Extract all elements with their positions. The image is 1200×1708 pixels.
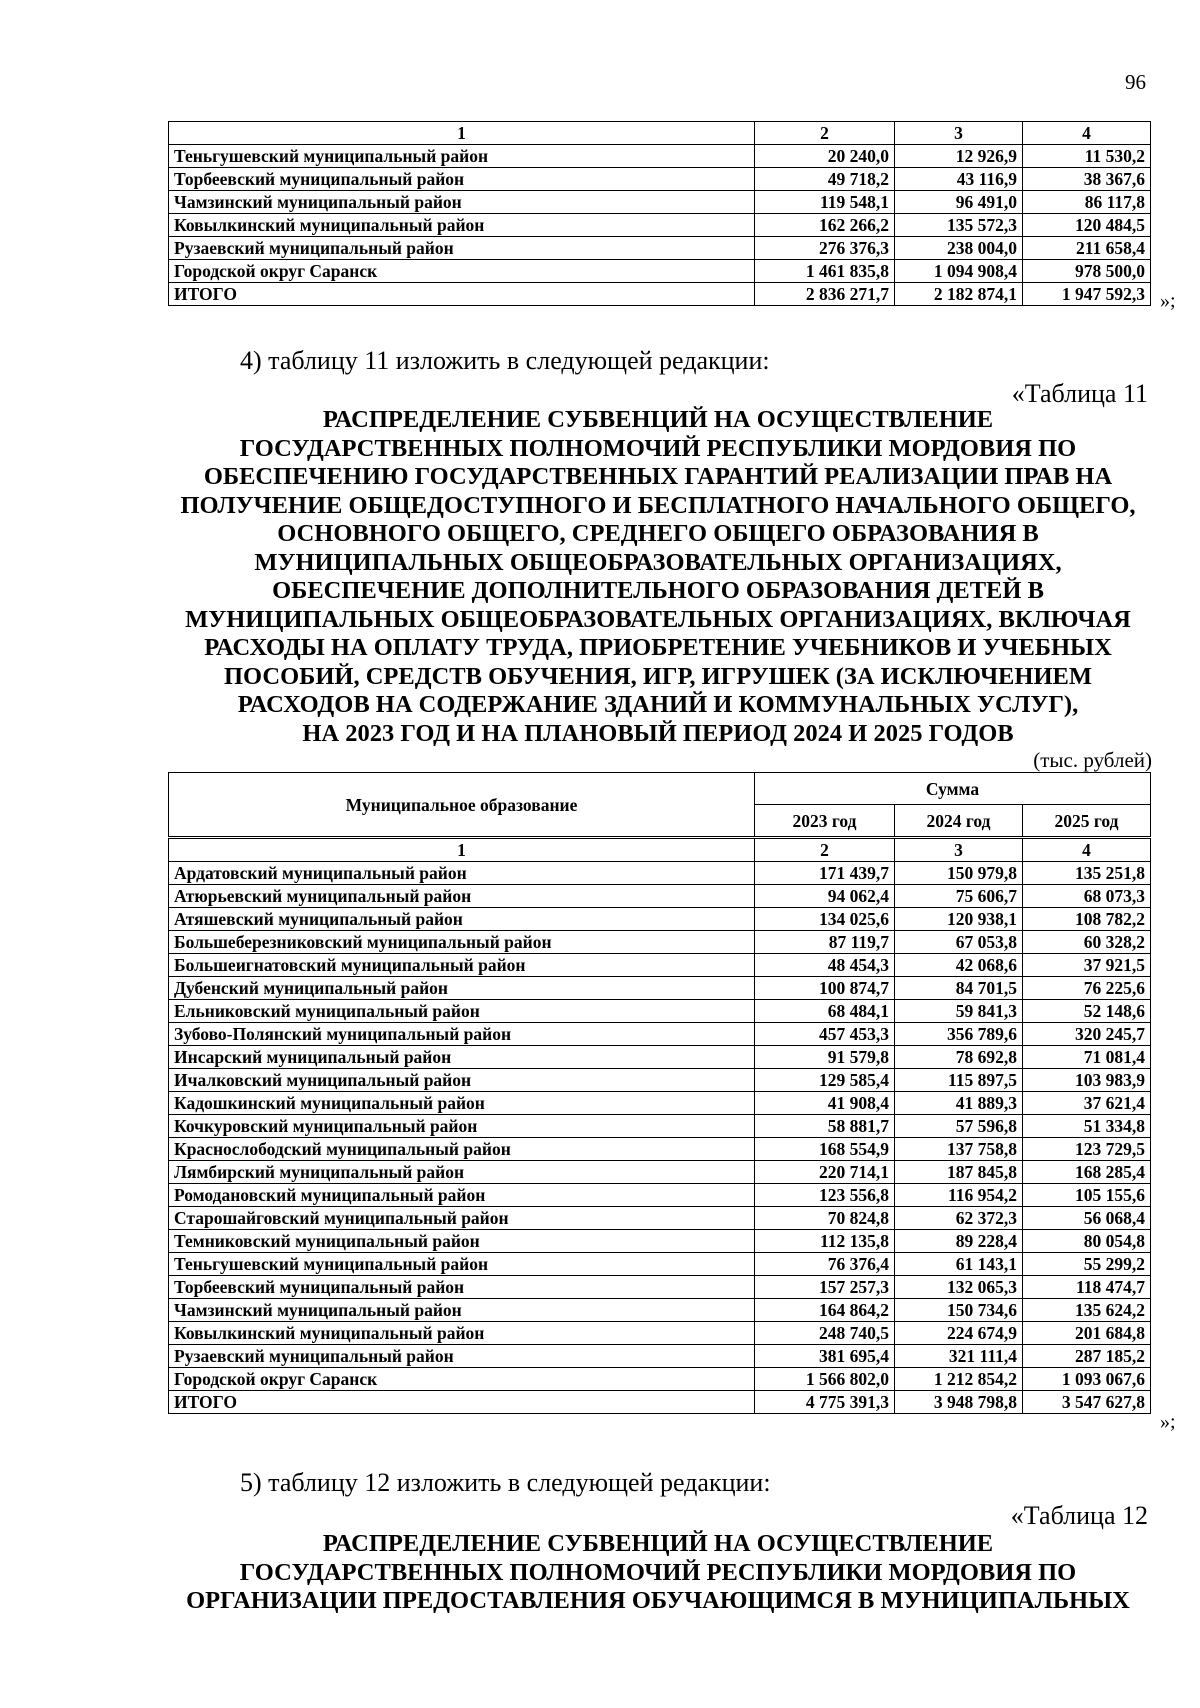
amount-cell: 61 143,1 xyxy=(895,1253,1023,1276)
column-number: 4 xyxy=(1023,122,1151,145)
amount-cell: 150 979,8 xyxy=(895,862,1023,885)
amount-cell: 135 624,2 xyxy=(1023,1299,1151,1322)
amount-cell: 1 094 908,4 xyxy=(895,260,1023,283)
table-row xyxy=(169,1345,1151,1368)
table-11-label: «Таблица 11 xyxy=(1011,379,1148,408)
municipality-cell: Ковылкинский муниципальный район xyxy=(169,1322,755,1345)
title-line: РАСХОДЫ НА ОПЛАТУ ТРУДА, ПРИОБРЕТЕНИЕ УЧЕБНИКОВ И УЧЕБНЫХ xyxy=(204,634,1112,661)
amount-cell: 38 367,6 xyxy=(1023,168,1151,191)
municipality-cell: Рузаевский муниципальный район xyxy=(169,1345,755,1368)
municipality-cell: Темниковский муниципальный район xyxy=(169,1230,755,1253)
amount-cell: 157 257,3 xyxy=(755,1276,895,1299)
amount-cell: 78 692,8 xyxy=(895,1046,1023,1069)
amount-cell: 41 889,3 xyxy=(895,1092,1023,1115)
table-row xyxy=(169,931,1151,954)
amount-cell: 56 068,4 xyxy=(1023,1207,1151,1230)
municipality-cell: Теньгушевский муниципальный район xyxy=(169,1253,755,1276)
column-number: 2 xyxy=(755,122,895,145)
title-line: МУНИЦИПАЛЬНЫХ ОБЩЕОБРАЗОВАТЕЛЬНЫХ ОРГАНИЗАЦИЯХ, xyxy=(254,548,1062,576)
amount-cell: 116 954,2 xyxy=(895,1184,1023,1207)
amount-cell: 100 874,7 xyxy=(755,977,895,1000)
municipality-cell: Чамзинский муниципальный район xyxy=(169,1299,755,1322)
amount-cell: 60 328,2 xyxy=(1023,931,1151,954)
header-year-2024: 2024 год xyxy=(895,805,1023,837)
title-line: ПОЛУЧЕНИЕ ОБЩЕДОСТУПНОГО И БЕСПЛАТНОГО НАЧАЛЬНОГО ОБЩЕГО, xyxy=(180,491,1136,519)
amount-cell: 67 053,8 xyxy=(895,931,1023,954)
top-table-closing: »; xyxy=(1160,290,1176,312)
municipality-cell: Старошайговский муниципальный район xyxy=(169,1207,755,1230)
amount-cell: 75 606,7 xyxy=(895,885,1023,908)
table-row xyxy=(169,1207,1151,1230)
amount-cell: 115 897,5 xyxy=(895,1069,1023,1092)
amount-cell: 94 062,4 xyxy=(755,885,895,908)
amount-cell: 91 579,8 xyxy=(755,1046,895,1069)
municipality-cell: Инсарский муниципальный район xyxy=(169,1046,755,1069)
amount-cell: 71 081,4 xyxy=(1023,1046,1151,1069)
amount-cell: 457 453,3 xyxy=(755,1023,895,1046)
municipality-cell: Ардатовский муниципальный район xyxy=(169,862,755,885)
table-row xyxy=(169,1184,1151,1207)
table-row xyxy=(169,145,1151,168)
table-row xyxy=(169,191,1151,214)
table-row xyxy=(169,1230,1151,1253)
total-row xyxy=(169,283,1151,306)
page-number: 96 xyxy=(1125,70,1146,94)
municipality-cell: Большеигнатовский муниципальный район xyxy=(169,954,755,977)
amount-cell: 55 299,2 xyxy=(1023,1253,1151,1276)
paragraph-5: 5) таблицу 12 изложить в следующей редакции: xyxy=(240,1468,771,1497)
amount-cell: 76 225,6 xyxy=(1023,977,1151,1000)
title-line: ОБЕСПЕЧЕНИЮ ГОСУДАРСТВЕННЫХ ГАРАНТИЙ РЕАЛИЗАЦИИ ПРАВ НА xyxy=(203,463,1113,490)
amount-cell: 57 596,8 xyxy=(895,1115,1023,1138)
table-row xyxy=(169,1161,1151,1184)
column-number: 3 xyxy=(895,839,1023,862)
amount-cell: 62 372,3 xyxy=(895,1207,1023,1230)
municipality-cell: Городской округ Саранск xyxy=(169,260,755,283)
table-row xyxy=(169,237,1151,260)
municipality-cell: Дубенский муниципальный район xyxy=(169,977,755,1000)
table-row xyxy=(169,1069,1151,1092)
municipality-cell: Рузаевский муниципальный район xyxy=(169,237,755,260)
total-label: ИТОГО xyxy=(169,283,755,306)
amount-cell: 129 585,4 xyxy=(755,1069,895,1092)
table-row xyxy=(169,954,1151,977)
table-11-title xyxy=(168,406,1148,748)
amount-cell: 135 251,8 xyxy=(1023,862,1151,885)
title-line: РАСПРЕДЕЛЕНИЕ СУБВЕНЦИЙ НА ОСУЩЕСТВЛЕНИЕ xyxy=(322,1530,994,1557)
amount-cell: 187 845,8 xyxy=(895,1161,1023,1184)
amount-cell: 105 155,6 xyxy=(1023,1184,1151,1207)
title-line: НА 2023 ГОД И НА ПЛАНОВЫЙ ПЕРИОД 2024 И 2025 ГОДОВ xyxy=(302,719,1014,747)
amount-cell: 43 116,9 xyxy=(895,168,1023,191)
table-11-header xyxy=(168,772,1151,837)
amount-cell: 1 566 802,0 xyxy=(755,1368,895,1391)
title-line: ПОСОБИЙ, СРЕДСТВ ОБУЧЕНИЯ, ИГР, ИГРУШЕК (ЗА ИСКЛЮЧЕНИЕМ xyxy=(224,662,1092,690)
municipality-cell: Краснослободский муниципальный район xyxy=(169,1138,755,1161)
amount-cell: 120 938,1 xyxy=(895,908,1023,931)
amount-cell: 248 740,5 xyxy=(755,1322,895,1345)
amount-cell: 978 500,0 xyxy=(1023,260,1151,283)
municipality-cell: Кочкуровский муниципальный район xyxy=(169,1115,755,1138)
amount-cell: 59 841,3 xyxy=(895,1000,1023,1023)
amount-cell: 238 004,0 xyxy=(895,237,1023,260)
total-amount: 4 775 391,3 xyxy=(755,1391,895,1414)
municipality-cell: Торбеевский муниципальный район xyxy=(169,168,755,191)
amount-cell: 201 684,8 xyxy=(1023,1322,1151,1345)
municipality-cell: Атяшевский муниципальный район xyxy=(169,908,755,931)
total-amount: 3 948 798,8 xyxy=(895,1391,1023,1414)
amount-cell: 12 926,9 xyxy=(895,145,1023,168)
amount-cell: 220 714,1 xyxy=(755,1161,895,1184)
municipality-cell: Ельниковский муниципальный район xyxy=(169,1000,755,1023)
table-row xyxy=(169,977,1151,1000)
title-line: РАСПРЕДЕЛЕНИЕ СУБВЕНЦИЙ НА ОСУЩЕСТВЛЕНИЕ xyxy=(322,406,994,433)
amount-cell: 168 554,9 xyxy=(755,1138,895,1161)
amount-cell: 135 572,3 xyxy=(895,214,1023,237)
table-row xyxy=(169,1253,1151,1276)
title-line: ГОСУДАРСТВЕННЫХ ПОЛНОМОЧИЙ РЕСПУБЛИКИ МОРДОВИЯ ПО xyxy=(239,1558,1077,1586)
title-line: ОСНОВНОГО ОБЩЕГО, СРЕДНЕГО ОБЩЕГО ОБРАЗОВАНИЯ В xyxy=(277,520,1039,547)
amount-cell: 168 285,4 xyxy=(1023,1161,1151,1184)
municipality-cell: Зубово-Полянский муниципальный район xyxy=(169,1023,755,1046)
municipality-cell: Ичалковский муниципальный район xyxy=(169,1069,755,1092)
table-row xyxy=(169,862,1151,885)
total-amount: 2 836 271,7 xyxy=(755,283,895,306)
amount-cell: 96 491,0 xyxy=(895,191,1023,214)
title-line: МУНИЦИПАЛЬНЫХ ОБЩЕОБРАЗОВАТЕЛЬНЫХ ОРГАНИЗАЦИЯХ, ВКЛЮЧАЯ xyxy=(185,605,1131,633)
table-row xyxy=(169,1046,1151,1069)
column-number: 4 xyxy=(1023,839,1151,862)
amount-cell: 164 864,2 xyxy=(755,1299,895,1322)
total-amount: 1 947 592,3 xyxy=(1023,283,1151,306)
column-number: 1 xyxy=(169,839,755,862)
total-row xyxy=(169,1391,1151,1414)
table-row xyxy=(169,1115,1151,1138)
table-row xyxy=(169,1368,1151,1391)
table-11-closing: »; xyxy=(1160,1411,1176,1433)
column-number-row xyxy=(169,839,1151,862)
amount-cell: 276 376,3 xyxy=(755,237,895,260)
amount-cell: 49 718,2 xyxy=(755,168,895,191)
header-year-2023: 2023 год xyxy=(755,805,895,837)
table-12-label: «Таблица 12 xyxy=(1010,1501,1148,1530)
amount-cell: 37 621,4 xyxy=(1023,1092,1151,1115)
amount-cell: 320 245,7 xyxy=(1023,1023,1151,1046)
amount-cell: 120 484,5 xyxy=(1023,214,1151,237)
amount-cell: 211 658,4 xyxy=(1023,237,1151,260)
table-row xyxy=(169,1023,1151,1046)
total-amount: 2 182 874,1 xyxy=(895,283,1023,306)
column-number-row xyxy=(169,122,1151,145)
municipality-cell: Кадошкинский муниципальный район xyxy=(169,1092,755,1115)
top-table xyxy=(168,121,1151,306)
amount-cell: 321 111,4 xyxy=(895,1345,1023,1368)
amount-cell: 137 758,8 xyxy=(895,1138,1023,1161)
title-line: ГОСУДАРСТВЕННЫХ ПОЛНОМОЧИЙ РЕСПУБЛИКИ МОРДОВИЯ ПО xyxy=(239,434,1077,462)
header-year-2025: 2025 год xyxy=(1023,805,1151,837)
municipality-cell: Торбеевский муниципальный район xyxy=(169,1276,755,1299)
municipality-cell: Лямбирский муниципальный район xyxy=(169,1161,755,1184)
total-label: ИТОГО xyxy=(169,1391,755,1414)
title-line: ОБЕСПЕЧЕНИЕ ДОПОЛНИТЕЛЬНОГО ОБРАЗОВАНИЯ ДЕТЕЙ В xyxy=(272,577,1044,604)
amount-cell: 103 983,9 xyxy=(1023,1069,1151,1092)
column-number: 2 xyxy=(755,839,895,862)
column-number: 1 xyxy=(169,122,755,145)
amount-cell: 123 556,8 xyxy=(755,1184,895,1207)
amount-cell: 68 484,1 xyxy=(755,1000,895,1023)
amount-cell: 150 734,6 xyxy=(895,1299,1023,1322)
amount-cell: 52 148,6 xyxy=(1023,1000,1151,1023)
amount-cell: 118 474,7 xyxy=(1023,1276,1151,1299)
amount-cell: 1 093 067,6 xyxy=(1023,1368,1151,1391)
amount-cell: 76 376,4 xyxy=(755,1253,895,1276)
table-row xyxy=(169,1299,1151,1322)
amount-cell: 132 065,3 xyxy=(895,1276,1023,1299)
paragraph-4: 4) таблицу 11 изложить в следующей редакции: xyxy=(240,346,770,375)
amount-cell: 162 266,2 xyxy=(755,214,895,237)
table-11 xyxy=(168,838,1151,1414)
amount-cell: 20 240,0 xyxy=(755,145,895,168)
total-amount: 3 547 627,8 xyxy=(1023,1391,1151,1414)
unit-label: (тыс. рублей) xyxy=(1033,748,1152,772)
amount-cell: 37 921,5 xyxy=(1023,954,1151,977)
header-municipality: Муниципальное образование xyxy=(169,773,755,837)
amount-cell: 41 908,4 xyxy=(755,1092,895,1115)
amount-cell: 68 073,3 xyxy=(1023,885,1151,908)
table-row xyxy=(169,168,1151,191)
amount-cell: 381 695,4 xyxy=(755,1345,895,1368)
table-row xyxy=(169,1000,1151,1023)
table-row xyxy=(169,260,1151,283)
amount-cell: 80 054,8 xyxy=(1023,1230,1151,1253)
amount-cell: 87 119,7 xyxy=(755,931,895,954)
amount-cell: 123 729,5 xyxy=(1023,1138,1151,1161)
amount-cell: 48 454,3 xyxy=(755,954,895,977)
municipality-cell: Большеберезниковский муниципальный район xyxy=(169,931,755,954)
amount-cell: 1 212 854,2 xyxy=(895,1368,1023,1391)
table-row xyxy=(169,908,1151,931)
amount-cell: 42 068,6 xyxy=(895,954,1023,977)
header-sum: Сумма xyxy=(755,773,1151,805)
amount-cell: 171 439,7 xyxy=(755,862,895,885)
municipality-cell: Городской округ Саранск xyxy=(169,1368,755,1391)
table-row xyxy=(169,885,1151,908)
amount-cell: 112 135,8 xyxy=(755,1230,895,1253)
column-number: 3 xyxy=(895,122,1023,145)
amount-cell: 356 789,6 xyxy=(895,1023,1023,1046)
amount-cell: 1 461 835,8 xyxy=(755,260,895,283)
table-row xyxy=(169,1322,1151,1345)
table-12-title xyxy=(168,1530,1148,1616)
amount-cell: 287 185,2 xyxy=(1023,1345,1151,1368)
table-row xyxy=(169,1276,1151,1299)
amount-cell: 134 025,6 xyxy=(755,908,895,931)
municipality-cell: Ковылкинский муниципальный район xyxy=(169,214,755,237)
amount-cell: 89 228,4 xyxy=(895,1230,1023,1253)
municipality-cell: Теньгушевский муниципальный район xyxy=(169,145,755,168)
amount-cell: 108 782,2 xyxy=(1023,908,1151,931)
amount-cell: 119 548,1 xyxy=(755,191,895,214)
table-row xyxy=(169,1138,1151,1161)
table-row xyxy=(169,214,1151,237)
amount-cell: 70 824,8 xyxy=(755,1207,895,1230)
amount-cell: 58 881,7 xyxy=(755,1115,895,1138)
title-line: РАСХОДОВ НА СОДЕРЖАНИЕ ЗДАНИЙ И КОММУНАЛЬНЫХ УСЛУГ), xyxy=(237,691,1079,718)
municipality-cell: Атюрьевский муниципальный район xyxy=(169,885,755,908)
municipality-cell: Ромодановский муниципальный район xyxy=(169,1184,755,1207)
amount-cell: 224 674,9 xyxy=(895,1322,1023,1345)
table-row xyxy=(169,1092,1151,1115)
amount-cell: 11 530,2 xyxy=(1023,145,1151,168)
title-line: ОРГАНИЗАЦИИ ПРЕДОСТАВЛЕНИЯ ОБУЧАЮЩИМСЯ В МУНИЦИПАЛЬНЫХ xyxy=(186,1587,1130,1614)
amount-cell: 84 701,5 xyxy=(895,977,1023,1000)
municipality-cell: Чамзинский муниципальный район xyxy=(169,191,755,214)
amount-cell: 86 117,8 xyxy=(1023,191,1151,214)
amount-cell: 51 334,8 xyxy=(1023,1115,1151,1138)
